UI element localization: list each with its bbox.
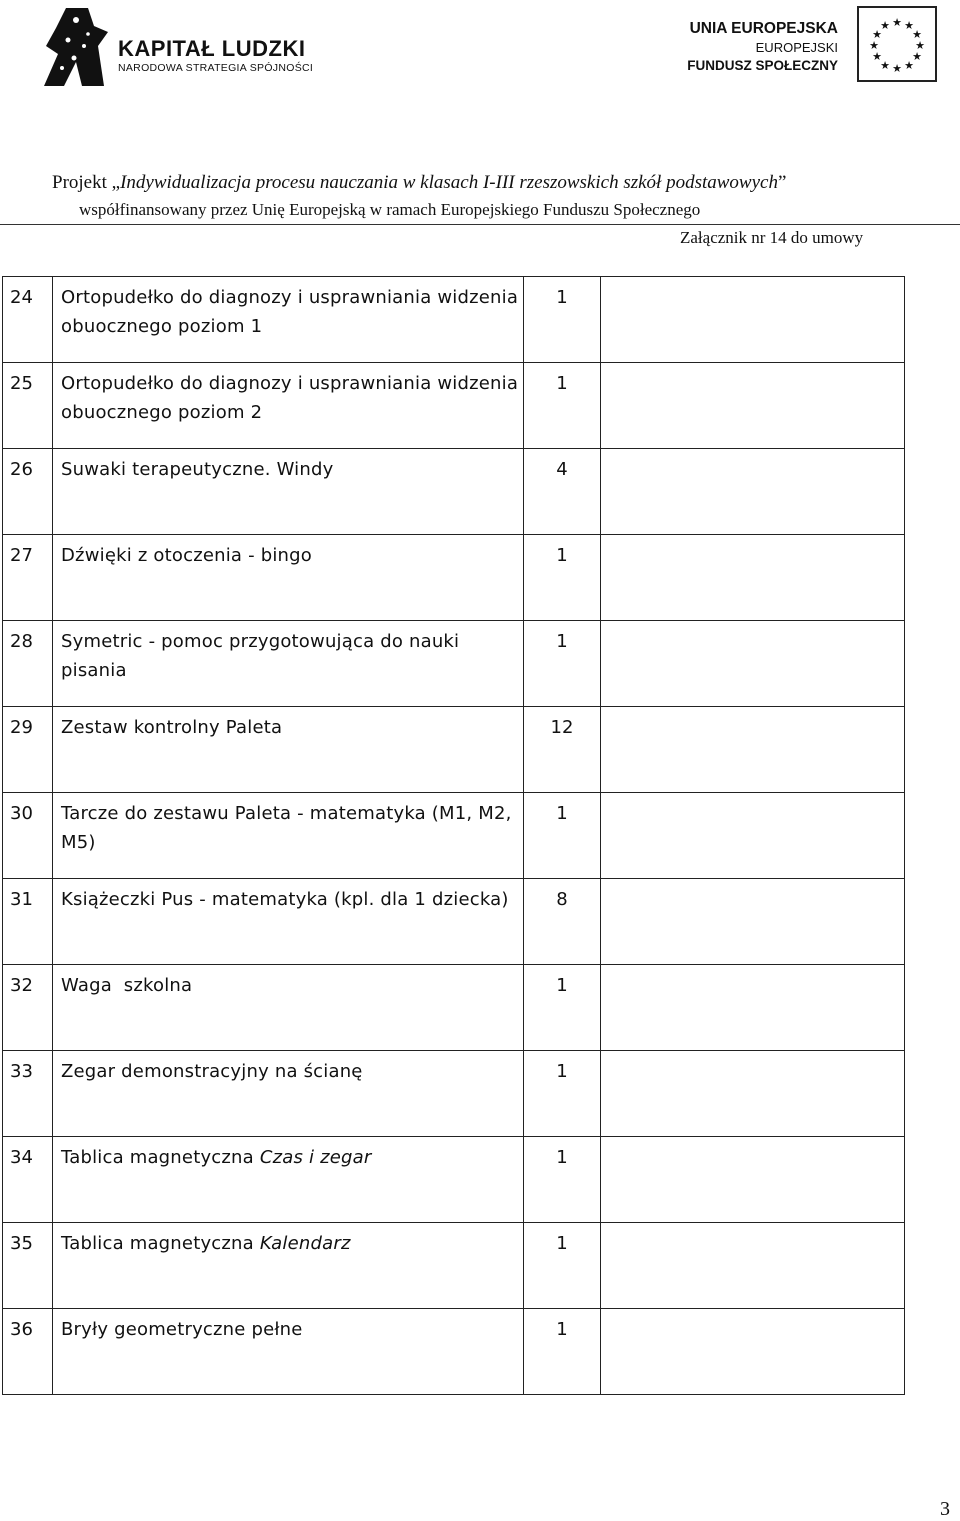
attachment-label: Załącznik nr 14 do umowy (680, 228, 864, 247)
empty-cell (601, 535, 905, 621)
eu-efs-logo (655, 6, 940, 84)
item-name: Symetric - pomoc przygotowująca do nauki pisania (53, 621, 524, 707)
item-quantity: 1 (524, 1223, 601, 1309)
item-name: Ortopudełko do diagnozy i usprawniania widzenia obuocznego poziom 1 (53, 277, 524, 363)
item-name-prefix: Tablica magnetyczna (61, 1233, 260, 1254)
eu-line-2: EUROPEJSKI (755, 40, 838, 55)
svg-text:★: ★ (912, 28, 922, 41)
kapital-ludzki-logo (38, 6, 328, 90)
svg-text:★: ★ (892, 16, 902, 29)
svg-text:★: ★ (915, 39, 925, 52)
item-name: Zegar demonstracyjny na ścianę (53, 1051, 524, 1137)
empty-cell (601, 1309, 905, 1395)
row-number: 33 (3, 1051, 53, 1137)
empty-cell (601, 449, 905, 535)
svg-text:★: ★ (904, 19, 914, 32)
empty-cell (601, 1137, 905, 1223)
svg-text:★: ★ (904, 59, 914, 72)
table-row (3, 879, 905, 965)
row-number: 32 (3, 965, 53, 1051)
item-quantity: 1 (524, 277, 601, 363)
kapital-ludzki-title: KAPITAŁ LUDZKI (118, 36, 306, 61)
empty-cell (601, 1051, 905, 1137)
svg-text:★: ★ (872, 28, 882, 41)
item-quantity: 1 (524, 793, 601, 879)
table-row (3, 1223, 905, 1309)
eu-stars-icon (859, 8, 935, 80)
table-row (3, 621, 905, 707)
kapital-ludzki-subtitle: NARODOWA STRATEGIA SPÓJNOŚCI (118, 62, 314, 74)
table-row (3, 1137, 905, 1223)
page-number: 3 (940, 1498, 950, 1520)
empty-cell (601, 707, 905, 793)
empty-cell (601, 277, 905, 363)
eu-line-1: UNIA EUROPEJSKA (689, 20, 838, 37)
eu-flag-icon (857, 6, 937, 82)
row-number: 34 (3, 1137, 53, 1223)
item-name (53, 1137, 524, 1223)
row-number: 29 (3, 707, 53, 793)
table-row (3, 965, 905, 1051)
empty-cell (601, 879, 905, 965)
item-quantity: 1 (524, 621, 601, 707)
item-quantity: 8 (524, 879, 601, 965)
table-row (3, 449, 905, 535)
empty-cell (601, 1223, 905, 1309)
kapital-ludzki-figure-icon (38, 6, 116, 90)
item-name-italic: Kalendarz (259, 1233, 351, 1254)
table-row (3, 707, 905, 793)
svg-text:★: ★ (880, 59, 890, 72)
item-quantity: 1 (524, 1137, 601, 1223)
svg-text:★: ★ (869, 39, 879, 52)
item-name-italic: Czas i zegar (259, 1147, 372, 1168)
item-name: Bryły geometryczne pełne (53, 1309, 524, 1395)
svg-text:★: ★ (912, 50, 922, 63)
item-name: Książeczki Pus - matematyka (kpl. dla 1 dziecka) (53, 879, 524, 965)
svg-text:★: ★ (880, 19, 890, 32)
item-name: Waga szkolna (53, 965, 524, 1051)
table-row (3, 1051, 905, 1137)
row-number: 27 (3, 535, 53, 621)
item-name: Ortopudełko do diagnozy i usprawniania widzenia obuocznego poziom 2 (53, 363, 524, 449)
header-divider (0, 224, 960, 225)
project-prefix: Projekt „ (52, 172, 121, 193)
item-name: Suwaki terapeutyczne. Windy (53, 449, 524, 535)
empty-cell (601, 793, 905, 879)
row-number: 35 (3, 1223, 53, 1309)
cofinance-line: współfinansowany przez Unię Europejską w ramach Europejskiego Funduszu Społecznego (79, 200, 701, 219)
row-number: 28 (3, 621, 53, 707)
eu-line-3: FUNDUSZ SPOŁECZNY (687, 58, 838, 73)
item-name (53, 1223, 524, 1309)
table-row (3, 363, 905, 449)
item-name: Zestaw kontrolny Paleta (53, 707, 524, 793)
empty-cell (601, 965, 905, 1051)
item-quantity: 1 (524, 1051, 601, 1137)
item-name: Tarcze do zestawu Paleta - matematyka (M1, M2, M5) (53, 793, 524, 879)
svg-text:★: ★ (872, 50, 882, 63)
row-number: 36 (3, 1309, 53, 1395)
empty-cell (601, 621, 905, 707)
item-quantity: 1 (524, 535, 601, 621)
item-name-prefix: Tablica magnetyczna (61, 1147, 260, 1168)
project-title-italic: Indywidualizacja procesu nauczania w klasach I-III rzeszowskich szkół podstawowych (120, 172, 778, 193)
item-quantity: 1 (524, 363, 601, 449)
row-number: 30 (3, 793, 53, 879)
svg-text:★: ★ (892, 62, 902, 75)
item-quantity: 1 (524, 1309, 601, 1395)
project-suffix: ” (777, 172, 787, 193)
table-row (3, 1309, 905, 1395)
project-title (52, 172, 786, 194)
item-name: Dźwięki z otoczenia - bingo (53, 535, 524, 621)
row-number: 26 (3, 449, 53, 535)
row-number: 25 (3, 363, 53, 449)
row-number: 24 (3, 277, 53, 363)
item-quantity: 1 (524, 965, 601, 1051)
empty-cell (601, 363, 905, 449)
equipment-table (2, 276, 905, 1395)
table-row (3, 535, 905, 621)
row-number: 31 (3, 879, 53, 965)
table-row (3, 793, 905, 879)
item-quantity: 4 (524, 449, 601, 535)
table-row (3, 277, 905, 363)
item-quantity: 12 (524, 707, 601, 793)
